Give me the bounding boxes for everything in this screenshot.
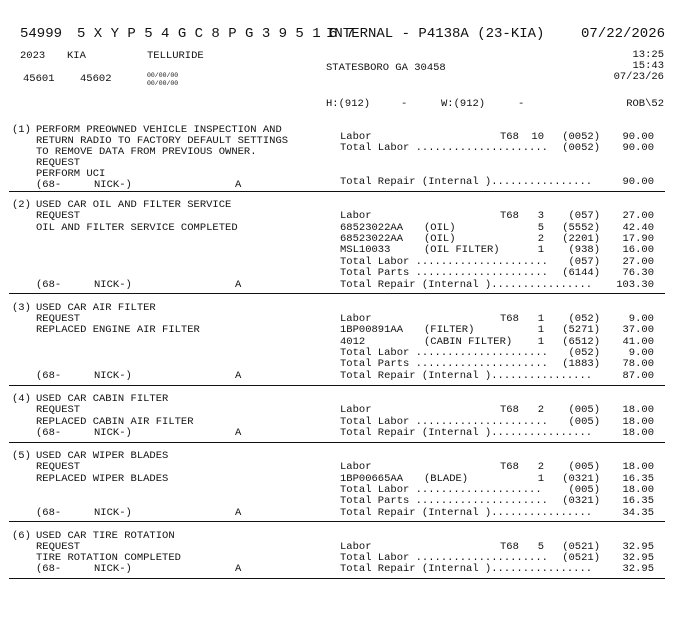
home-phone: H:(912) (326, 98, 371, 110)
mileage-out: 45602 (80, 73, 112, 85)
part-number: 1BP00665AA (340, 473, 404, 485)
tech-name: NICK-) (94, 563, 132, 575)
work-phone-dash: - (518, 98, 525, 110)
tech-name: NICK-) (94, 427, 132, 439)
labor-code: (0521) (562, 541, 600, 553)
mileage-in: 45601 (23, 73, 55, 85)
labor-hours: 3 (537, 210, 544, 222)
total-repair-amount: 32.95 (622, 563, 654, 575)
labor-amount: 90.00 (622, 131, 654, 143)
line-title: USED CAR TIRE ROTATION (36, 530, 175, 542)
part-description: (OIL FILTER) (424, 244, 500, 256)
line-description: PERFORM PREOWNED VEHICLE INSPECTION AND (36, 124, 282, 136)
total-labor-label: Total Labor ..................... (340, 256, 548, 268)
labor-amount: 27.00 (622, 210, 654, 222)
request-label: REQUEST (36, 461, 81, 473)
line-letter: A (235, 370, 242, 382)
total-labor-code: (0521) (562, 552, 600, 564)
labor-code: (057) (568, 210, 600, 222)
line-number: (6) (12, 530, 31, 542)
labor-code: (005) (568, 461, 600, 473)
total-labor-amount: 9.00 (628, 347, 654, 359)
labor-code: (052) (568, 313, 600, 325)
tech-code: T68 (500, 313, 519, 325)
total-labor-label: Total Labor ..................... (340, 416, 548, 428)
work-performed: TIRE ROTATION COMPLETED (36, 552, 181, 564)
vehicle-model: TELLURIDE (147, 50, 204, 62)
part-code: (5552) (562, 222, 600, 234)
line-description: TO REMOVE DATA FROM PREVIOUS OWNER. (36, 146, 257, 158)
line-title: USED CAR WIPER BLADES (36, 450, 169, 462)
part-code: (5271) (562, 324, 600, 336)
total-repair-amount: 87.00 (622, 370, 654, 382)
tech-code: T68 (500, 404, 519, 416)
total-repair-amount: 18.00 (622, 427, 654, 439)
tech-code: T68 (500, 131, 519, 143)
total-labor-amount: 90.00 (622, 142, 654, 154)
total-labor-amount: 18.00 (622, 416, 654, 428)
part-amount: 41.00 (622, 336, 654, 348)
total-parts-code: (1883) (562, 358, 600, 370)
line-divider (9, 442, 665, 443)
total-labor-code: (005) (568, 416, 600, 428)
labor-code: (005) (568, 404, 600, 416)
promise-date: 07/23/26 (613, 71, 664, 83)
total-parts-amount: 76.30 (622, 267, 654, 279)
line-title: USED CAR AIR FILTER (36, 302, 156, 314)
part-description: (OIL) (424, 233, 456, 245)
tech-code: T68 (500, 541, 519, 553)
labor-label: Labor (340, 461, 372, 473)
request-label: REQUEST (36, 541, 81, 553)
tiny-date-2: 00/00/00 (147, 80, 179, 87)
line-number: (5) (12, 450, 31, 462)
total-parts-label: Total Parts ..................... (340, 358, 548, 370)
total-repair-label: Total Repair (Internal )................ (340, 279, 593, 291)
tech-id: (68- (36, 507, 62, 519)
line-title: USED CAR OIL AND FILTER SERVICE (36, 199, 232, 211)
line-letter: A (235, 179, 242, 191)
labor-hours: 5 (537, 541, 544, 553)
request-label: REQUEST (36, 404, 81, 416)
total-labor-amount: 27.00 (622, 256, 654, 268)
total-repair-label: Total Repair (Internal )................ (340, 507, 593, 519)
tiny-date-1: 00/00/00 (147, 72, 179, 79)
work-phone: W:(912) (441, 98, 486, 110)
tech-code: T68 (500, 210, 519, 222)
labor-amount: 9.00 (628, 313, 654, 325)
total-repair-amount: 103.30 (616, 279, 654, 291)
ro-number: 54999 (20, 26, 63, 42)
total-repair-label: Total Repair (Internal )................ (340, 427, 593, 439)
part-qty: 1 (537, 336, 544, 348)
labor-hours: 2 (537, 461, 544, 473)
home-phone-dash: - (401, 98, 408, 110)
tech-id: (68- (36, 370, 62, 382)
labor-code: (0052) (562, 131, 600, 143)
labor-hours: 2 (537, 404, 544, 416)
part-amount: 16.00 (622, 244, 654, 256)
total-labor-label: Total Labor ..................... (340, 347, 548, 359)
work-performed: REPLACED ENGINE AIR FILTER (36, 324, 200, 336)
total-labor-code: (0052) (562, 142, 600, 154)
part-amount: 16.35 (622, 473, 654, 485)
tech-id: (68- (36, 427, 62, 439)
part-code: (6512) (562, 336, 600, 348)
line-letter: A (235, 279, 242, 291)
line-number: (3) (12, 302, 31, 314)
labor-hours: 10 (531, 131, 544, 143)
work-performed: REPLACED WIPER BLADES (36, 473, 169, 485)
total-labor-label: Total Labor ..................... (340, 142, 548, 154)
line-divider (9, 293, 665, 294)
part-amount: 42.40 (622, 222, 654, 234)
vehicle-year: 2023 (20, 50, 46, 62)
total-parts-label: Total Parts ..................... (340, 495, 548, 507)
total-parts-label: Total Parts ..................... (340, 267, 548, 279)
total-labor-code: (057) (568, 256, 600, 268)
tech-id: (68- (36, 279, 62, 291)
time-in: 13:25 (632, 49, 664, 61)
line-number: (2) (12, 199, 31, 211)
tech-id: (68- (36, 179, 62, 191)
service-advisor: ROB\52 (626, 98, 664, 110)
labor-label: Labor (340, 404, 372, 416)
part-amount: 17.90 (622, 233, 654, 245)
part-number: MSL10033 (340, 244, 391, 256)
line-divider (9, 578, 665, 579)
total-parts-amount: 16.35 (622, 495, 654, 507)
tech-name: NICK-) (94, 507, 132, 519)
tech-name: NICK-) (94, 370, 132, 382)
perform-text: PERFORM UCI (36, 168, 106, 180)
labor-label: Labor (340, 541, 372, 553)
total-labor-code: (052) (568, 347, 600, 359)
part-code: (2201) (562, 233, 600, 245)
part-qty: 1 (537, 244, 544, 256)
part-qty: 5 (537, 222, 544, 234)
total-repair-amount: 34.35 (622, 507, 654, 519)
total-labor-amount: 18.00 (622, 484, 654, 496)
total-repair-label: Total Repair (Internal )................ (340, 370, 593, 382)
total-labor-label: Total Labor ..................... (340, 552, 548, 564)
part-description: (FILTER) (424, 324, 475, 336)
line-number: (1) (12, 124, 31, 136)
labor-hours: 1 (537, 313, 544, 325)
request-label: REQUEST (36, 157, 81, 169)
total-labor-code: (005) (568, 484, 600, 496)
labor-label: Labor (340, 131, 372, 143)
request-label: REQUEST (36, 313, 81, 325)
total-repair-label: Total Repair (Internal )................ (340, 563, 593, 575)
part-description: (OIL) (424, 222, 456, 234)
part-qty: 1 (537, 324, 544, 336)
part-code: (938) (568, 244, 600, 256)
total-repair-label: Total Repair (Internal )................ (340, 176, 593, 188)
line-divider (9, 521, 665, 522)
total-repair-amount: 90.00 (622, 176, 654, 188)
labor-amount: 32.95 (622, 541, 654, 553)
line-number: (4) (12, 393, 31, 405)
tech-name: NICK-) (94, 179, 132, 191)
line-divider (9, 385, 665, 386)
vin: 5 X Y P 5 4 G C 8 P G 3 9 5 1 6 7 (77, 26, 355, 42)
customer-city: STATESBORO GA 30458 (326, 62, 446, 74)
line-title: USED CAR CABIN FILTER (36, 393, 169, 405)
vehicle-make: KIA (67, 50, 86, 62)
part-description: (CABIN FILTER) (424, 336, 513, 348)
tech-id: (68- (36, 563, 62, 575)
work-performed: OIL AND FILTER SERVICE COMPLETED (36, 222, 238, 234)
part-number: 68523022AA (340, 222, 404, 234)
part-number: 68523022AA (340, 233, 404, 245)
labor-label: Labor (340, 210, 372, 222)
total-labor-amount: 32.95 (622, 552, 654, 564)
labor-amount: 18.00 (622, 404, 654, 416)
ro-type: INTERNAL - P4138A (23-KIA) (326, 26, 545, 42)
part-code: (0321) (562, 473, 600, 485)
total-parts-amount: 78.00 (622, 358, 654, 370)
line-letter: A (235, 563, 242, 575)
part-amount: 37.00 (622, 324, 654, 336)
tech-code: T68 (500, 461, 519, 473)
total-parts-code: (0321) (562, 495, 600, 507)
total-labor-label: Total Labor .................... (340, 484, 542, 496)
line-divider (9, 191, 665, 192)
work-performed: REPLACED CABIN AIR FILTER (36, 416, 194, 428)
line-letter: A (235, 507, 242, 519)
ro-date: 07/22/2026 (581, 26, 666, 42)
line-letter: A (235, 427, 242, 439)
line-description: RETURN RADIO TO FACTORY DEFAULT SETTINGS (36, 135, 289, 147)
tech-name: NICK-) (94, 279, 132, 291)
request-label: REQUEST (36, 210, 81, 222)
labor-label: Labor (340, 313, 372, 325)
part-number: 1BP00891AA (340, 324, 404, 336)
part-qty: 2 (537, 233, 544, 245)
part-description: (BLADE) (424, 473, 469, 485)
total-parts-code: (6144) (562, 267, 600, 279)
part-number: 4012 (340, 336, 366, 348)
labor-amount: 18.00 (622, 461, 654, 473)
part-qty: 1 (537, 473, 544, 485)
time-out: 15:43 (632, 60, 664, 72)
